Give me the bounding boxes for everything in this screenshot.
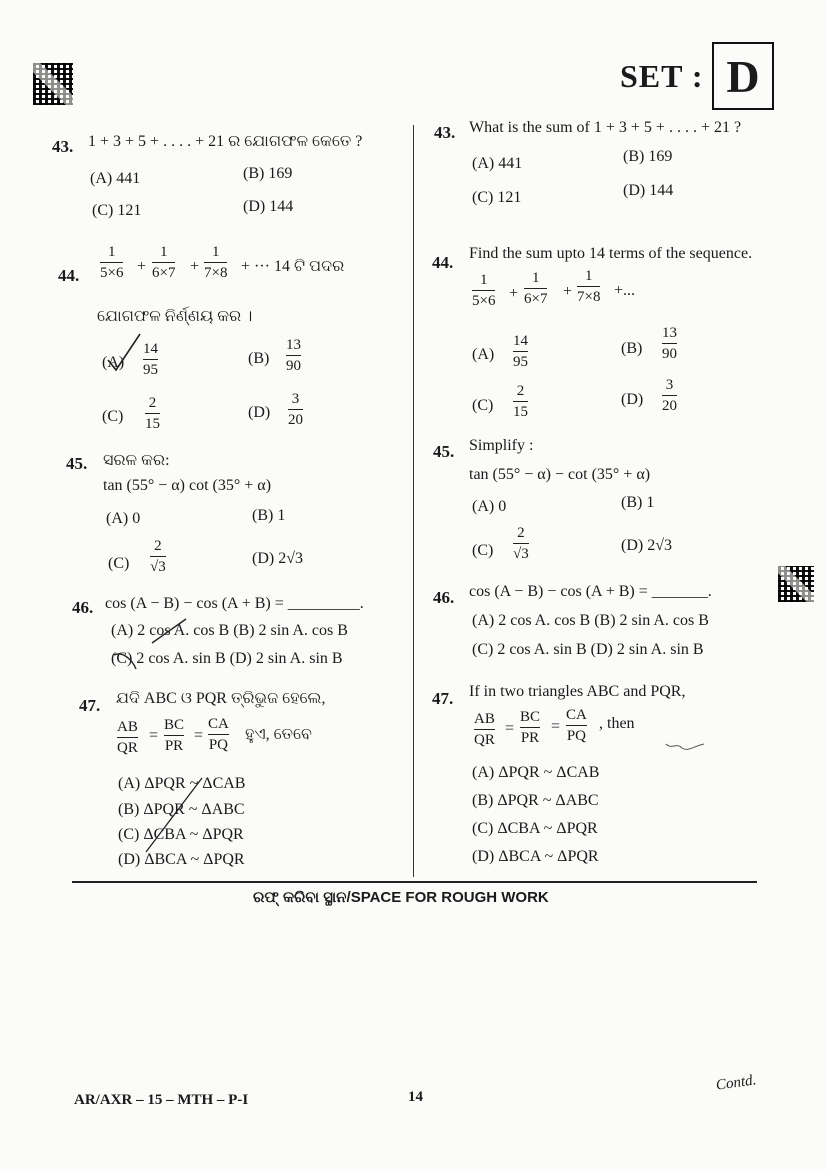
left-q44-term1: 1 5×6 <box>100 244 124 281</box>
equals-sign: = <box>149 727 159 744</box>
handwritten-mark <box>112 615 202 673</box>
left-q44-option-c-label: (C) <box>102 408 124 425</box>
right-q44-option-a-label: (A) <box>472 346 495 363</box>
right-q47-option-d: (D) ΔBCA ~ ΔPQR <box>472 848 599 865</box>
left-q47-ratio-3: CA PQ <box>208 716 229 753</box>
left-q47-option-d: (D) ΔBCA ~ ΔPQR <box>118 851 245 868</box>
right-q44-series-tail: +... <box>614 282 636 299</box>
left-q43-option-a: (A) 441 <box>90 170 141 187</box>
rough-work-label: ରଫ୍ କରିବା ସ୍ଥାନ/SPACE FOR ROUGH WORK <box>253 889 549 906</box>
left-q47-text: ଯଦି ABC ଓ PQR ତ୍ରିଭୁଜ ହେଲେ, <box>116 690 326 707</box>
left-q46-number: 46. <box>72 598 94 617</box>
right-q43-option-b: (B) 169 <box>623 148 673 165</box>
right-q45-number: 45. <box>433 442 455 461</box>
equals-sign: = <box>505 720 515 737</box>
left-q47-ratio-2: BC PR <box>164 717 185 754</box>
left-q46-options-cd: (C) 2 cos A. sin B (D) 2 sin A. sin B <box>111 650 343 667</box>
left-q44-option-b-value: 13 90 <box>286 337 301 374</box>
right-q44-option-c-value: 2 15 <box>513 383 528 420</box>
column-divider <box>413 125 414 877</box>
left-q47-option-a: (A) ΔPQR ~ ΔCAB <box>118 775 246 792</box>
right-q44-option-a-value: 14 95 <box>513 333 528 370</box>
left-q46-text: cos (A − B) − cos (A + B) = _________. <box>105 595 364 612</box>
left-q45-text: ସରଳ କର: <box>103 452 170 469</box>
equals-sign: = <box>551 718 561 735</box>
right-q45-text: Simplify : <box>469 437 534 454</box>
left-q44-line2: ଯୋଗଫଳ ନିର୍ଣ୍ଣୟ କର । <box>97 308 253 325</box>
left-q45-option-a: (A) 0 <box>106 510 141 527</box>
right-q44-term2: 1 6×7 <box>524 270 548 307</box>
right-q45-option-c-label: (C) <box>472 542 494 559</box>
right-q47-number: 47. <box>432 689 454 708</box>
plus-sign: + <box>563 283 573 300</box>
right-q45-option-a: (A) 0 <box>472 498 507 515</box>
left-q47-option-c: (C) ΔCBA ~ ΔPQR <box>118 826 244 843</box>
right-q47-option-a: (A) ΔPQR ~ ΔCAB <box>472 764 600 781</box>
datamatrix-code-icon <box>33 63 73 105</box>
left-q43-text: 1 + 3 + 5 + . . . . + 21 ର ଯୋଗଫଳ କେତେ ? <box>88 133 363 150</box>
left-q44-series-tail: + ··· 14 ଟି ପଦର <box>241 258 345 275</box>
right-q46-number: 46. <box>433 588 455 607</box>
left-q43-option-c: (C) 121 <box>92 202 142 219</box>
right-q44-term1: 1 5×6 <box>472 272 496 309</box>
left-q45-option-c-label: (C) <box>108 555 130 572</box>
right-q47-option-c: (C) ΔCBA ~ ΔPQR <box>472 820 598 837</box>
handwritten-squiggle <box>664 738 706 754</box>
section-divider <box>72 881 757 883</box>
right-q45-option-c-value: 2 √3 <box>513 525 529 562</box>
right-q44-option-d-value: 3 20 <box>662 377 677 414</box>
set-value-box: D <box>712 42 774 110</box>
left-q44-term3: 1 7×8 <box>204 244 228 281</box>
plus-sign: + <box>190 258 200 275</box>
left-q44-option-d-value: 3 20 <box>288 391 303 428</box>
right-q43-text: What is the sum of 1 + 3 + 5 + . . . . + 21 ? <box>469 119 742 136</box>
right-q47-tail: , then <box>599 715 635 732</box>
left-q43-option-b: (B) 169 <box>243 165 293 182</box>
right-q43-number: 43. <box>434 123 456 142</box>
left-q45-number: 45. <box>66 454 88 473</box>
left-q45-expression: tan (55° − α) cot (35° + α) <box>103 477 272 494</box>
left-q44-option-a-label: (A) <box>102 354 125 371</box>
right-q46-options-ab: (A) 2 cos A. cos B (B) 2 sin A. cos B <box>472 612 709 629</box>
left-q44-option-d-label: (D) <box>248 404 271 421</box>
right-q44-option-b-label: (B) <box>621 340 643 357</box>
plus-sign: + <box>137 258 147 275</box>
right-q43-option-a: (A) 441 <box>472 155 523 172</box>
right-q45-option-d: (D) 2√3 <box>621 537 672 554</box>
right-q47-text: If in two triangles ABC and PQR, <box>469 683 686 700</box>
right-q46-text: cos (A − B) − cos (A + B) = _______. <box>469 583 712 600</box>
left-q44-term2: 1 6×7 <box>152 244 176 281</box>
left-q45-option-b: (B) 1 <box>252 507 286 524</box>
right-q44-option-d-label: (D) <box>621 391 644 408</box>
left-q44-option-c-value: 2 15 <box>145 395 160 432</box>
right-q47-ratio-2: BC PR <box>520 709 541 746</box>
left-q47-option-b: (B) ΔPQR ~ ΔABC <box>118 801 245 818</box>
right-q44-number: 44. <box>432 253 454 272</box>
handwritten-tick-mark <box>104 330 144 374</box>
left-q43-number: 43. <box>52 137 74 156</box>
left-q45-option-d: (D) 2√3 <box>252 550 303 567</box>
right-q44-text: Find the sum upto 14 terms of the sequence. <box>469 245 753 262</box>
plus-sign: + <box>509 285 519 302</box>
right-q45-expression: tan (55° − α) − cot (35° + α) <box>469 466 651 483</box>
right-q45-option-b: (B) 1 <box>621 494 655 511</box>
continued-label: Contd. <box>715 1072 758 1094</box>
right-q47-ratio-3: CA PQ <box>566 707 587 744</box>
page-number: 14 <box>408 1089 423 1105</box>
left-q44-option-a-value: 14 95 <box>143 341 158 378</box>
left-q45-option-c-value: 2 √3 <box>150 538 166 575</box>
left-q46-options-ab: (A) 2 cos A. cos B (B) 2 sin A. cos B <box>111 622 348 639</box>
right-q44-term3: 1 7×8 <box>577 268 601 305</box>
right-q43-option-c: (C) 121 <box>472 189 522 206</box>
right-q44-option-c-label: (C) <box>472 397 494 414</box>
right-q46-options-cd: (C) 2 cos A. sin B (D) 2 sin A. sin B <box>472 641 704 658</box>
right-q43-option-d: (D) 144 <box>623 182 674 199</box>
left-q47-tail: ହୁଏ, ତେବେ <box>245 726 312 743</box>
qr-code-icon <box>778 566 814 602</box>
right-q44-option-b-value: 13 90 <box>662 325 677 362</box>
left-q43-option-d: (D) 144 <box>243 198 294 215</box>
left-q44-option-b-label: (B) <box>248 350 270 367</box>
left-q47-ratio-1: AB QR <box>117 719 138 756</box>
handwritten-mark <box>140 776 210 856</box>
paper-code: AR/AXR – 15 – MTH – P-I <box>74 1092 249 1108</box>
equals-sign: = <box>194 727 204 744</box>
left-q47-number: 47. <box>79 696 101 715</box>
left-q44-number: 44. <box>58 266 80 285</box>
right-q47-ratio-1: AB QR <box>474 711 495 748</box>
right-q47-option-b: (B) ΔPQR ~ ΔABC <box>472 792 599 809</box>
set-label: SET : <box>620 58 704 94</box>
